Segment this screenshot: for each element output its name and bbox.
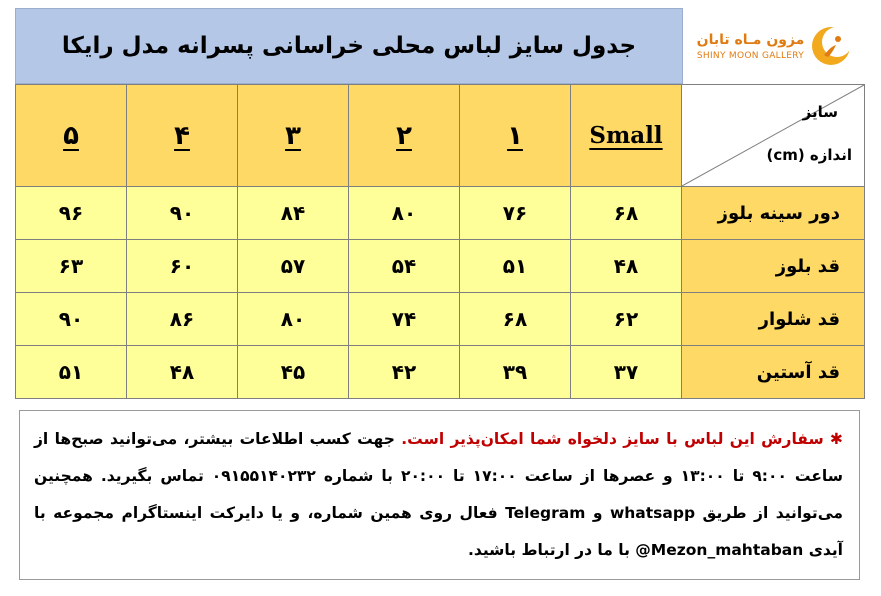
table-cell: ۹۰	[127, 187, 238, 240]
table-cell: ۷۴	[349, 293, 460, 346]
table-header-row	[16, 85, 865, 187]
size-header-3: ۳	[238, 85, 349, 187]
table-cell: ۵۷	[238, 240, 349, 293]
table-cell: ۵۴	[349, 240, 460, 293]
table-cell: ۷۶	[460, 187, 571, 240]
table-cell: ۸۴	[238, 187, 349, 240]
table-cell: ۹۶	[16, 187, 127, 240]
table-cell: ۶۲	[571, 293, 682, 346]
row-label: دور سینه بلوز	[682, 187, 865, 240]
table-cell: ۴۵	[238, 346, 349, 399]
table-cell: ۶۳	[16, 240, 127, 293]
table-cell: ۵۱	[460, 240, 571, 293]
logo-name-en: SHINY MOON GALLERY	[696, 50, 805, 61]
table-row	[16, 240, 865, 293]
row-label: قد آستین	[682, 346, 865, 399]
brand-logo	[684, 8, 865, 84]
order-note	[19, 410, 860, 580]
table-cell: ۸۰	[238, 293, 349, 346]
size-header-5: ۵	[16, 85, 127, 187]
table-cell: ۵۱	[16, 346, 127, 399]
page-title: جدول سایز لباس محلی خراسانی پسرانه مدل رایکا	[15, 8, 683, 84]
table-cell: ۴۸	[571, 240, 682, 293]
table-cell: ۳۹	[460, 346, 571, 399]
size-header-1: ۱	[460, 85, 571, 187]
table-cell: ۸۰	[349, 187, 460, 240]
contact-info-text: جهت کسب اطلاعات بیشتر، می‌توانید صبح‌ها از ساعت ۹:۰۰ تا ۱۳:۰۰ و عصرها از ساعت ۱۷:۰۰ تا ۲۰:۰۰ با شماره ۰۹۱۵۵۱۴۰۲۳۲ تماس بگیرید. همچنین می‌توانید از طریق whatsapp و Telegram فعال روی همین شماره، و یا دایرکت اینستاگرام مجموعه با آیدی Mezon_mahtaban@ با ما در ارتباط باشید.	[34, 430, 843, 559]
diagonal-divider	[682, 85, 864, 186]
table-cell: ۴۲	[349, 346, 460, 399]
table-row	[16, 346, 865, 399]
table-cell: ۳۷	[571, 346, 682, 399]
row-label: قد بلوز	[682, 240, 865, 293]
row-label: قد شلوار	[682, 293, 865, 346]
size-header-4: ۴	[127, 85, 238, 187]
table-row	[16, 187, 865, 240]
logo-name-fa: مزون مـاه تابان	[696, 31, 805, 48]
table-row	[16, 293, 865, 346]
corner-measure-label: اندازه (cm)	[766, 146, 852, 164]
table-cell: ۹۰	[16, 293, 127, 346]
table-cell: ۶۸	[460, 293, 571, 346]
table-cell: ۶۰	[127, 240, 238, 293]
custom-size-notice: ✱ سفارش این لباس با سایز دلخواه شما امکان‌پذیر است.	[401, 430, 844, 448]
corner-header	[682, 85, 865, 187]
table-cell: ۶۸	[571, 187, 682, 240]
moon-logo-icon	[810, 25, 852, 67]
size-header-small: Small	[571, 85, 682, 187]
table-cell: ۴۸	[127, 346, 238, 399]
corner-size-label: سایز	[802, 103, 838, 121]
size-header-2: ۲	[349, 85, 460, 187]
size-chart-table	[15, 84, 865, 399]
table-cell: ۸۶	[127, 293, 238, 346]
